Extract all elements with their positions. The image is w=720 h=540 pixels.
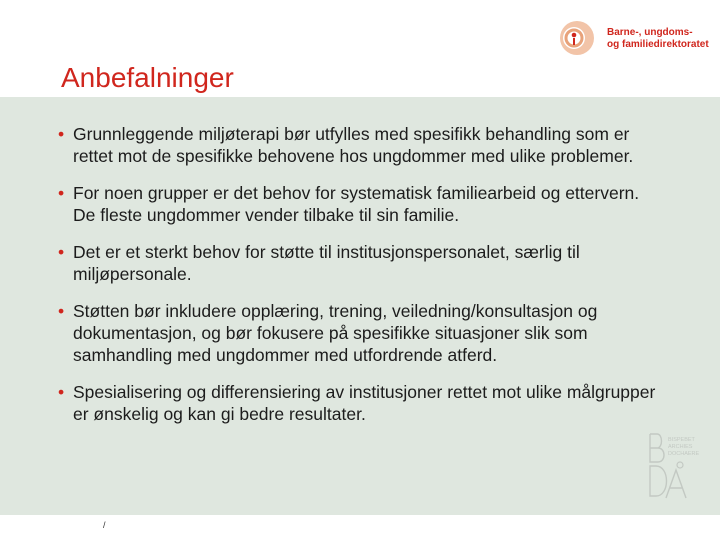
slide-footer [0,515,720,540]
logo-text [607,27,709,51]
bullet-icon: • [58,301,65,321]
bullet-text: Spesialisering og differensiering av institusjoner rettet mot ulike målgrupper er ønskelig og kan gi bedre resultater. [73,382,656,424]
logo-line: og familiedirektoratet [607,39,709,50]
bullet-item [58,241,662,285]
watermark-line: DOCHAERE [668,451,700,457]
bullet-item [58,182,662,226]
watermark-line: ARCHIES [668,444,693,450]
watermark-logo [644,432,714,502]
footer-mark: / [103,520,106,530]
bullet-text: Grunnleggende miljøterapi bør utfylles med spesifikk behandling som er rettet mot de spesifikke behovene hos ungdommer med ulike problemer. [73,124,634,166]
bullet-item [58,123,662,167]
slide-header [0,0,720,97]
slide-content [0,97,720,515]
slide-title: Anbefalninger [61,62,234,93]
bullet-icon: • [58,183,65,203]
bufdir-logo-icon [553,18,603,58]
organization-logo [553,18,713,58]
bullet-text: For noen grupper er det behov for systematisk familiearbeid og ettervern. De fleste ungdommer vender tilbake til sin familie. [73,183,640,225]
logo-line: Barne-, ungdoms- [607,27,693,38]
bullet-item [58,300,662,366]
bullet-text: Det er et sterkt behov for støtte til institusjonspersonalet, særlig til miljøpersonale. [73,242,580,284]
bullet-text: Støtten bør inkludere opplæring, trening, veiledning/konsultasjon og dokumentasjon, og bør fokusere på spesifikke situasjoner slik som samhandling med ungdommer med utfordrende atferd. [73,301,598,365]
bullet-icon: • [58,124,65,144]
bullet-icon: • [58,382,65,402]
bullet-list [58,123,662,440]
bullet-item [58,381,662,425]
bullet-icon: • [58,242,65,262]
watermark-line: BISPEBET [668,437,695,443]
